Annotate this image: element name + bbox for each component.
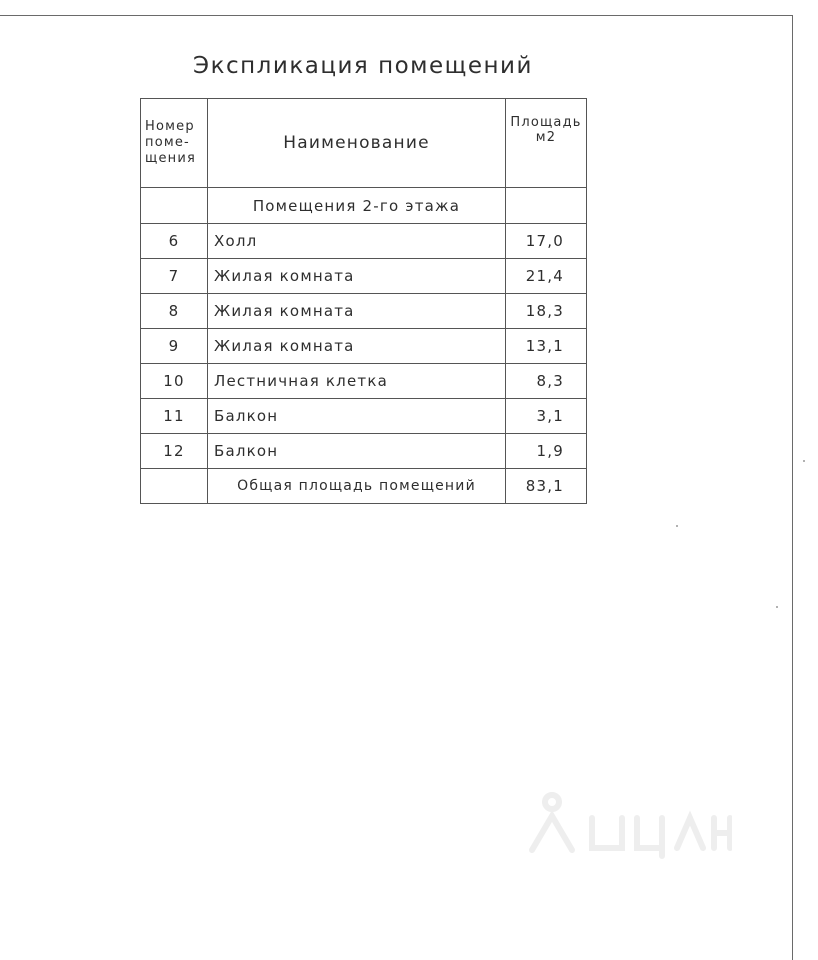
room-number: 9: [141, 329, 208, 364]
room-name: Лестничная клетка: [208, 364, 506, 399]
table-row: [141, 259, 587, 294]
room-number: 8: [141, 294, 208, 329]
room-number: 10: [141, 364, 208, 399]
table-row: [141, 294, 587, 329]
total-empty-cell: [141, 469, 208, 504]
room-area: 13,1: [506, 329, 587, 364]
room-number: 11: [141, 399, 208, 434]
room-number: 6: [141, 224, 208, 259]
header-name: Наименование: [208, 99, 506, 188]
room-area: 3,1: [506, 399, 587, 434]
scan-speck: [776, 606, 778, 608]
room-number: 12: [141, 434, 208, 469]
table-header-row: [141, 99, 587, 188]
table-row: [141, 399, 587, 434]
total-area: 83,1: [506, 469, 587, 504]
room-area: 1,9: [506, 434, 587, 469]
table-row: [141, 224, 587, 259]
section-title: Помещения 2-го этажа: [208, 188, 506, 224]
section-empty-cell: [506, 188, 587, 224]
room-area: 21,4: [506, 259, 587, 294]
header-area: Площадь м2: [506, 99, 587, 188]
section-empty-cell: [141, 188, 208, 224]
header-number: Номер поме- щения: [141, 99, 208, 188]
room-name: Жилая комната: [208, 294, 506, 329]
room-name: Жилая комната: [208, 329, 506, 364]
scan-speck: [803, 460, 805, 462]
room-area: 18,3: [506, 294, 587, 329]
table-row: [141, 329, 587, 364]
room-name: Балкон: [208, 434, 506, 469]
watermark-logo: [522, 790, 732, 860]
section-row: [141, 188, 587, 224]
table-row: [141, 364, 587, 399]
room-area: 8,3: [506, 364, 587, 399]
room-area: 17,0: [506, 224, 587, 259]
room-name: Балкон: [208, 399, 506, 434]
watermark-logo-icon: [522, 790, 732, 860]
scan-speck: [676, 525, 678, 527]
total-row: [141, 469, 587, 504]
explication-table: [140, 98, 587, 504]
document-title: Экспликация помещений: [193, 53, 533, 79]
room-name: Холл: [208, 224, 506, 259]
total-label: Общая площадь помещений: [208, 469, 506, 504]
table-row: [141, 434, 587, 469]
room-number: 7: [141, 259, 208, 294]
room-name: Жилая комната: [208, 259, 506, 294]
